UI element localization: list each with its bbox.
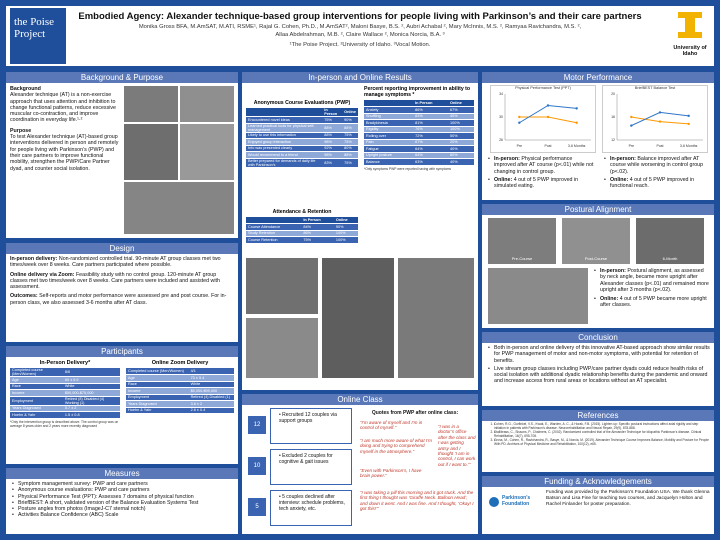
table-row — [364, 159, 474, 166]
step-box — [270, 490, 352, 526]
parkinsons-foundation-logo — [488, 492, 542, 516]
table-cell: Info was presented clearly — [246, 145, 322, 152]
table-cell: 83% — [413, 113, 448, 120]
course-evaluations — [246, 100, 358, 168]
design-outcomes-text: Self-reports and motor performance were assessed pre and post course. For in-person class, we also assessed 3-6 months after AT class. — [10, 293, 227, 306]
step-number-badge: 5 — [248, 498, 266, 516]
course-evaluations-title: Anonymous Course Evaluations (PWP) — [253, 100, 351, 106]
table-cell: Shuffling — [364, 113, 413, 120]
table-cell: 2.6 ± 0.4 — [189, 407, 234, 414]
balance-chart — [602, 85, 708, 153]
results-section — [242, 72, 478, 390]
course-evaluations-table — [246, 108, 358, 168]
data-point — [518, 122, 520, 124]
references-list — [494, 423, 710, 446]
table-header-cell: Online — [342, 108, 358, 117]
table-cell: 64% — [413, 152, 448, 159]
percent-improvement-note: *Only symptoms PWP were reported having with symptoms — [364, 166, 451, 171]
table-cell: Study Retention — [246, 230, 301, 237]
class-photo-3 — [124, 124, 178, 180]
table-cell: 90% — [342, 117, 358, 124]
posture-bullet: • In-person: Postural alignment, as assessed by neck angle, became more upright after Alexander classes (p<.01) and remained more upright after 3 months (p<.02). — [594, 268, 710, 293]
conclusion-item: • Live stream group classes including PWP/care partner dyads could reduce health risks of social isolation with additional dyadic relationship benefits during the pandemic and onward and increase access from rural areas or locations without an AT specialist. — [488, 366, 710, 385]
class-photo-2 — [180, 86, 234, 122]
table-cell: Age — [126, 375, 189, 382]
posture-label-pre: Pre-Course — [511, 256, 533, 261]
table-cell: 100% — [448, 126, 474, 133]
online-class-photo-2 — [246, 318, 318, 378]
online-class-section — [242, 394, 478, 534]
table-cell: Anxiety — [364, 107, 413, 114]
reference-item: • 2. Stallibrass, C., Sissons, P., Chalmers, C. (2002). Randomized controlled trial of the Alexander Technique for idiopathic Parkinson's disease. Clinical Rehabilitation, 16(7), 695-708. — [494, 431, 710, 439]
authors-line-2: Allaa Abdelrahman, M.B. ², Claire Wallace ², Monica Norcia, B.A. ³ — [275, 32, 445, 38]
table-cell: Hoehn & Yahr — [126, 407, 189, 414]
table-cell: 75% — [322, 117, 342, 124]
motor-bullets-left — [488, 156, 594, 189]
y-tick-label: 16 — [611, 115, 615, 119]
motor-performance-section — [482, 72, 714, 200]
poster-title: Embodied Agency: Alexander technique-based group interventions for people living with Parkinson’s and their care partners — [78, 11, 642, 22]
attendance-retention — [246, 209, 358, 244]
table-cell: Would recommend to a friend — [246, 152, 322, 159]
table-cell: Rolling over — [364, 133, 413, 140]
table-cell: 72% — [413, 133, 448, 140]
references-section — [482, 410, 714, 472]
measure-item: • Posture angles from photos (ImageJ-C7 sternal notch) — [12, 506, 234, 512]
background-heading: Background & Purpose — [6, 72, 238, 83]
table-cell: 8/6 — [63, 368, 120, 377]
table-header-cell: In Person — [413, 100, 448, 107]
ppt-chart-title: Physical Performance Test (PPT) — [515, 86, 571, 90]
motor-bullet: • Online: 4 out of 5 PWP improved in simulated eating. — [488, 177, 594, 190]
y-tick-label: 12 — [611, 138, 615, 142]
table-row — [246, 123, 358, 132]
table-cell: Course Attendance — [246, 224, 301, 231]
table-cell: 92% — [322, 145, 342, 152]
table-header-cell: Online — [448, 100, 474, 107]
table-cell: 100% — [334, 230, 358, 237]
table-cell: 90% — [334, 224, 358, 231]
conclusion-list — [488, 345, 710, 385]
recruitment-flow — [248, 408, 352, 532]
step-number-badge: 12 — [248, 416, 266, 434]
table-cell: 1.5 ± 0.8 — [63, 412, 120, 419]
class-photo-5 — [124, 182, 234, 234]
table-cell: Rigidity — [364, 126, 413, 133]
funding-section — [482, 476, 714, 534]
table-row — [246, 158, 358, 167]
table-cell: Course Retention — [246, 237, 301, 244]
table-cell: Bradykinesia — [364, 120, 413, 127]
table-row — [126, 407, 234, 414]
table-cell: Income — [126, 388, 189, 395]
table-cell: $50,000-$75,000 — [63, 390, 120, 397]
quote-1: “I’m aware of myself and I’m in control of myself.” — [360, 420, 423, 431]
table-cell: Hoehn & Yahr — [10, 412, 63, 419]
table-cell: Better prepared for demands of daily life with Parkinson’s — [246, 158, 322, 167]
table-cell: Balance — [364, 159, 413, 166]
idaho-i-icon — [672, 10, 708, 40]
inperson-participants-note: *Only the intervention group is described above. The control group was on average 8 years older and 2 years more recently diagnosed — [10, 419, 119, 428]
table-cell: 75% — [301, 237, 334, 244]
design-heading: Design — [6, 243, 238, 254]
table-cell: Employment — [126, 394, 189, 401]
table-cell: Race — [126, 381, 189, 388]
funding-text: Funding was provided by the Parkinson’s Foundation USA. We thank Glenna Batson and Lisa Fine for teaching two courses, and Jacquelyn Holton and Rachel Finlander for poster preparation. — [546, 490, 710, 507]
step-text: Recruited 12 couples via support groups — [279, 412, 337, 424]
class-photo-4 — [180, 124, 234, 180]
data-point — [518, 116, 520, 118]
inperson-participants — [10, 360, 120, 428]
background-section — [6, 72, 238, 238]
funding-heading: Funding & Acknowledgements — [482, 476, 714, 487]
conclusion-section — [482, 332, 714, 406]
table-cell: 81% — [413, 120, 448, 127]
measure-item: • Symptom management survey: PWP and care partners — [12, 481, 234, 487]
x-tick-label: Post — [656, 144, 664, 148]
inperson-participants-table — [10, 368, 120, 419]
table-cell: 75% — [342, 158, 358, 167]
motor-bullet: • In-person: Physical performance improved after AT course (p<.01) while not changing in control group. — [488, 156, 594, 175]
attendance-retention-title: Attendance & Retention — [272, 209, 332, 215]
quote-4: “I was taking a pill this morning and it got stuck. And the first thing I thought was ‘Giraffe Neck. Balloon Head’, and down it went. And I was fine. And I thought, ‘Okay! I got this!’” — [360, 490, 474, 512]
measure-item: • BriefBEST: A short, validated version of the Balance Evaluation Systems Test — [12, 500, 234, 506]
table-cell: Years Diagnosed — [126, 401, 189, 408]
table-cell: 98% — [322, 152, 342, 159]
table-cell: Retired (4) Disabled (1) — [189, 394, 234, 401]
series-line — [519, 106, 576, 123]
table-cell: 67% — [448, 107, 474, 114]
table-header-row — [246, 108, 358, 117]
quote-3: “Even with Parkinson’s, I have brain power.” — [360, 468, 422, 479]
table-cell: 88% — [322, 132, 342, 139]
motor-bullets-right — [604, 156, 710, 189]
step-bullet: • — [279, 412, 283, 418]
affiliations: ¹The Poise Project. ²University of Idaho. ³Vocal Motion. — [289, 42, 431, 48]
table-cell: Learned practical tools for physical self-management — [246, 123, 322, 132]
x-tick-label: Pre — [516, 144, 523, 148]
table-row — [10, 368, 120, 377]
table-header-cell — [246, 108, 322, 117]
measure-item: • Anonymous course evaluations: PWP and care partners — [12, 487, 234, 493]
table-cell: Pain — [364, 139, 413, 146]
motor-bullet: • In-person: Balance improved after AT course while worsening in control group (p<.02). — [604, 156, 710, 175]
online-participants — [126, 360, 234, 414]
table-cell: Likely to use this information — [246, 132, 322, 139]
table-cell: 80% — [448, 152, 474, 159]
table-cell: 84% — [301, 224, 334, 231]
table-cell: 88% — [342, 152, 358, 159]
measures-list — [12, 481, 234, 519]
table-cell: 98% — [322, 139, 342, 146]
table-cell: 88% — [322, 123, 342, 132]
table-cell: 50% — [448, 133, 474, 140]
x-tick-label: 3-6 Months — [679, 144, 698, 148]
table-cell: Race — [10, 383, 63, 390]
table-row — [246, 237, 358, 244]
conclusion-heading: Conclusion — [482, 332, 714, 343]
postural-alignment-section — [482, 204, 714, 328]
posture-bullet: • Online: 4 out of 5 PWP became more upright after classes. — [594, 296, 710, 309]
table-cell: 75% — [342, 139, 358, 146]
design-online-label: Online delivery via Zoom: — [10, 271, 75, 278]
design-inperson-text: Non-randomized controlled trial. 90-minute AT group classes met two times/week over 8 weeks. Care partners participated where possible. — [10, 256, 221, 269]
posture-photo-side — [488, 268, 588, 324]
background-text-block — [10, 86, 120, 172]
quote-5: “I was in a doctor’s office after the class and I was getting antsy and I thought ‘I am in control, I can work out if I want to.’” — [438, 424, 476, 467]
parkinsons-foundation-icon — [488, 496, 500, 508]
table-cell: 75% — [342, 132, 358, 139]
table-cell: 40% — [448, 113, 474, 120]
step-box — [270, 408, 352, 444]
data-point — [547, 116, 549, 118]
table-header-cell: In Person — [322, 108, 342, 117]
posture-label-post: Post-Course — [584, 256, 608, 261]
table-cell: 20% — [448, 139, 474, 146]
data-point — [630, 116, 632, 118]
step-box — [270, 449, 352, 485]
data-point — [659, 120, 661, 122]
table-cell: 64% — [413, 146, 448, 153]
table-cell: 86% — [301, 230, 334, 237]
table-cell: $5,000-$99,000 — [189, 388, 234, 395]
table-cell: 5.7 ± 2 — [63, 405, 120, 412]
design-online-text: Feasibility study with no control group. 120-minute AT group classes met two times/week over 8 weeks. Care partners were included and assisted with assessment. — [10, 271, 220, 291]
online-participants-title: Online Zoom Delivery — [151, 360, 209, 366]
online-class-photo-1 — [246, 258, 318, 314]
step-text: 5 couples declined after interview: schedule problems, tech anxiety, etc. — [279, 494, 345, 512]
purpose-title: Purpose — [10, 127, 32, 134]
table-cell: Fatigue — [364, 146, 413, 153]
table-row — [10, 396, 120, 405]
table-cell: Retired (8) Disabled (4) Working (1) — [63, 396, 120, 405]
inperson-participants-title: In-Person Delivery* — [39, 360, 91, 366]
poster-header — [6, 6, 714, 66]
table-cell: 4/1 — [189, 368, 234, 375]
attendance-retention-table — [246, 217, 358, 244]
percent-improvement-table — [364, 100, 474, 166]
background-text: Alexander technique (AT) is a non-exercise approach that uses attention and inhibition to change functional patterns, reduce excessive muscular co-contraction, and improve coordination in everyday life.¹·² — [10, 92, 117, 124]
online-class-heading: Online Class — [242, 394, 478, 405]
data-point — [547, 104, 549, 106]
data-point — [630, 124, 632, 126]
data-point — [575, 107, 577, 109]
percent-improvement-title: Percent reporting improvement in ability to manage symptoms * — [364, 86, 471, 98]
table-cell: Years Diagnosed — [10, 405, 63, 412]
conclusion-item: • Both in-person and online delivery of this innovative AT-based approach show similar results for PWP management of motor and non-motor symptoms, with potential for retention of benefits. — [488, 345, 710, 364]
table-cell: Completed course (Men/Women) — [10, 368, 63, 377]
motor-bullet: • Online: 4 out of 5 PWP improved in functional reach. — [604, 177, 710, 190]
reference-item: • 3. Gross, M., Cohen, R., Ravichandra, R., Basye, M., & Norcia, M. (2019). Alexander Technique Course Improves Balance, Mobility and Posture for People With PD. Archives of Physical Medicine and Rehabilitation, 100(12), e65. — [494, 439, 710, 447]
participants-heading: Participants — [6, 346, 238, 357]
percent-improvement — [364, 86, 474, 171]
references-heading: References — [482, 410, 714, 421]
table-cell: Employment — [10, 396, 63, 405]
table-cell: 69 ± 5.9 — [63, 377, 120, 384]
table-cell: 40% — [448, 159, 474, 166]
table-cell: 73 ± 5.4 — [189, 375, 234, 382]
step-bullet: • — [279, 494, 283, 500]
posture-label-6month: 6-Month — [662, 256, 678, 261]
class-photo-1 — [124, 86, 178, 122]
measures-section — [6, 468, 238, 534]
university-of-idaho-logo — [672, 10, 708, 62]
ppt-chart-svg — [491, 90, 595, 150]
measures-heading: Measures — [6, 468, 238, 479]
table-cell: White — [189, 381, 234, 388]
table-cell: 86% — [413, 107, 448, 114]
measure-item: • Physical Performance Test (PPT): Assesses 7 domains of physical function — [12, 494, 234, 500]
idaho-logo-text: University of Idaho — [673, 45, 707, 57]
table-cell: 88% — [342, 123, 358, 132]
online-class-photo-3 — [322, 258, 394, 378]
poise-logo-text: the Poise Project — [14, 16, 55, 40]
table-cell: 76% — [413, 126, 448, 133]
quote-2: “I am much more aware of what I’m doing and trying to comprehend myself in the atmosphere.” — [360, 438, 432, 454]
table-header-cell: In Person — [301, 217, 334, 224]
y-tick-label: 34 — [499, 92, 503, 96]
design-inperson-label: In-person delivery: — [10, 256, 58, 262]
balance-chart-title: BriefBEST Balance Test — [634, 86, 676, 90]
table-row — [10, 412, 120, 419]
measure-item: • Activities Balance Confidence (ABC) Scale — [12, 512, 234, 518]
table-cell: 67% — [413, 139, 448, 146]
step-number-badge: 10 — [248, 457, 266, 475]
x-tick-label: Post — [544, 144, 552, 148]
data-point — [659, 111, 661, 113]
table-cell: Encountered novel ideas — [246, 117, 322, 124]
data-point — [687, 123, 689, 125]
background-title: Background — [10, 86, 41, 92]
table-cell: 40% — [448, 146, 474, 153]
posture-bullets — [594, 268, 710, 309]
data-point — [687, 115, 689, 117]
motor-performance-heading: Motor Performance — [482, 72, 714, 83]
authors-line-1: Monika Gross BFA, M.AmSAT, M.ATI, RSME¹, Rajal G. Cohen, Ph.D., M.AmSAT², Maloni Basye, B.S. ², Aubri Achabal ², Mary McInnis, M.S. ², Ramyaa Ravichandra, M.S. ², — [138, 24, 582, 30]
table-cell: 3.6 ± 2 — [189, 401, 234, 408]
y-tick-label: 26 — [499, 138, 503, 142]
design-outcomes-label: Outcomes: — [10, 293, 38, 300]
online-class-photo-4 — [398, 258, 474, 378]
purpose-text: To test Alexander technique (AT)-based group interventions delivered in person and remotely for people living with Parkinson’s (PWP) and their care partners to improve functional mobility, strengthen the PWP/Care Partner dyad, and counter social isolation. — [10, 134, 119, 172]
table-cell: Age — [10, 377, 63, 384]
table-cell: 83% — [322, 158, 342, 167]
design-text — [10, 256, 234, 306]
y-tick-label: 20 — [611, 92, 615, 96]
table-cell: Income — [10, 390, 63, 397]
table-cell: 100% — [334, 237, 358, 244]
postural-alignment-heading: Postural Alignment — [482, 204, 714, 215]
step-text: Excluded 2 couples for cognitive & gait issues — [279, 453, 333, 465]
x-tick-label: 3-6 Months — [567, 144, 586, 148]
results-heading: In-person and Online Results — [242, 72, 478, 83]
table-cell: 63% — [413, 159, 448, 166]
y-tick-label: 30 — [499, 115, 503, 119]
balance-chart-svg — [603, 90, 707, 150]
participants-section — [6, 346, 238, 464]
online-participants-table — [126, 368, 234, 414]
ppt-chart — [490, 85, 596, 153]
data-point — [575, 122, 577, 124]
table-cell: Completed course (Men/Women) — [126, 368, 189, 375]
table-cell: White — [63, 383, 120, 390]
table-header-cell: Online — [334, 217, 358, 224]
table-cell: 80% — [342, 145, 358, 152]
table-cell: Upright posture — [364, 152, 413, 159]
table-cell: Enjoyed group interaction — [246, 139, 322, 146]
quotes-title: Quotes from PWP after online class: — [371, 410, 459, 416]
table-cell: 100% — [448, 120, 474, 127]
step-bullet: • — [279, 453, 283, 459]
x-tick-label: Pre — [628, 144, 635, 148]
parkinsons-foundation-text: Parkinson’s Foundation — [502, 495, 531, 507]
reference-item: • 1. Cohen, R.G., Gurfinkel, V.S., Kwak, E., Warden, A. C., & Horak, F.B. (2015). Lighten up: Specific postural instructions affect axial rigidity and step initiation in patients with Parkinson's disease. Neurorehabilitation and Neural Repair, 29(9), 878-888. — [494, 423, 710, 431]
design-section — [6, 243, 238, 342]
